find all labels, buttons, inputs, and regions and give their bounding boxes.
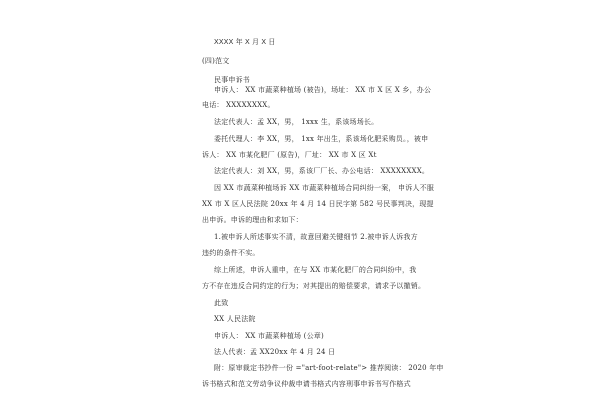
footer-line-1: 附：原审裁定书抄件一份 ="art-foot-relate"> 推荐阅读： 2020 年申 — [214, 364, 444, 372]
agent-line-2: 诉人： XX 市某化肥厂 (原告)，厂址： XX 市 X 区 Xt — [202, 151, 377, 159]
appellant-line-2: 电话： XXXXXXXX。 — [202, 101, 275, 109]
footer-line-2: 诉书格式和范文劳动争议仲裁申请书格式内容刑事申诉书写作格式 — [202, 380, 411, 388]
court-name: XX 人民法院 — [214, 315, 256, 323]
legal-representative-1: 法定代表人：孟 XX，男， 1xxx 生，系该场场长。 — [214, 118, 379, 126]
date-line: XXXX 年 X 月 X 日 — [214, 39, 276, 46]
summary-line-2: 方不存在违反合同约定的行为；对其提出的赔偿要求，请求予以撤销。 — [202, 282, 426, 290]
signature-representative: 法人代表：孟 XX20xx 年 4 月 24 日 — [214, 348, 336, 356]
summary-line-1: 综上所述，申诉人重申，在与 XX 市某化肥厂的合同纠纷中，我 — [214, 266, 417, 274]
reason-line-1: 1.被申诉人所述事实不清，故意回避关键细节 2.被申诉人诉我方 — [214, 233, 418, 241]
reason-line-2: 违约的条件不实。 — [202, 249, 260, 257]
legal-representative-2: 法定代表人：刘 XX，男，系该厂厂长、办公电话： XXXXXXXX。 — [214, 167, 430, 175]
section-label: (四)范文 — [202, 57, 230, 65]
signature-appellant: 申诉人： XX 市蔬菜种植场 (公章) — [214, 332, 324, 340]
agent-line-1: 委托代理人：李 XX，男， 1xx 年出生，系该场化肥采购员。，被申 — [214, 135, 429, 143]
document-title: 民事申诉书 — [214, 76, 250, 84]
appellant-line-1: 申诉人： XX 市蔬菜种植场 (被告)，场址： XX 市 X 区 X 乡，办公 — [214, 86, 432, 94]
closing-salutation: 此致 — [214, 299, 229, 307]
case-line-2: XX 市 X 区人民法院 20xx 年 4 月 14 日民字第 582 号民事判决，现提 — [202, 200, 434, 208]
case-line-3: 出申诉。申诉的理由和求如下： — [202, 216, 303, 224]
case-line-1: 因 XX 市蔬菜种植场诉 XX 市蔬菜种植场合同纠纷一案， 申诉人不服 — [214, 184, 435, 192]
